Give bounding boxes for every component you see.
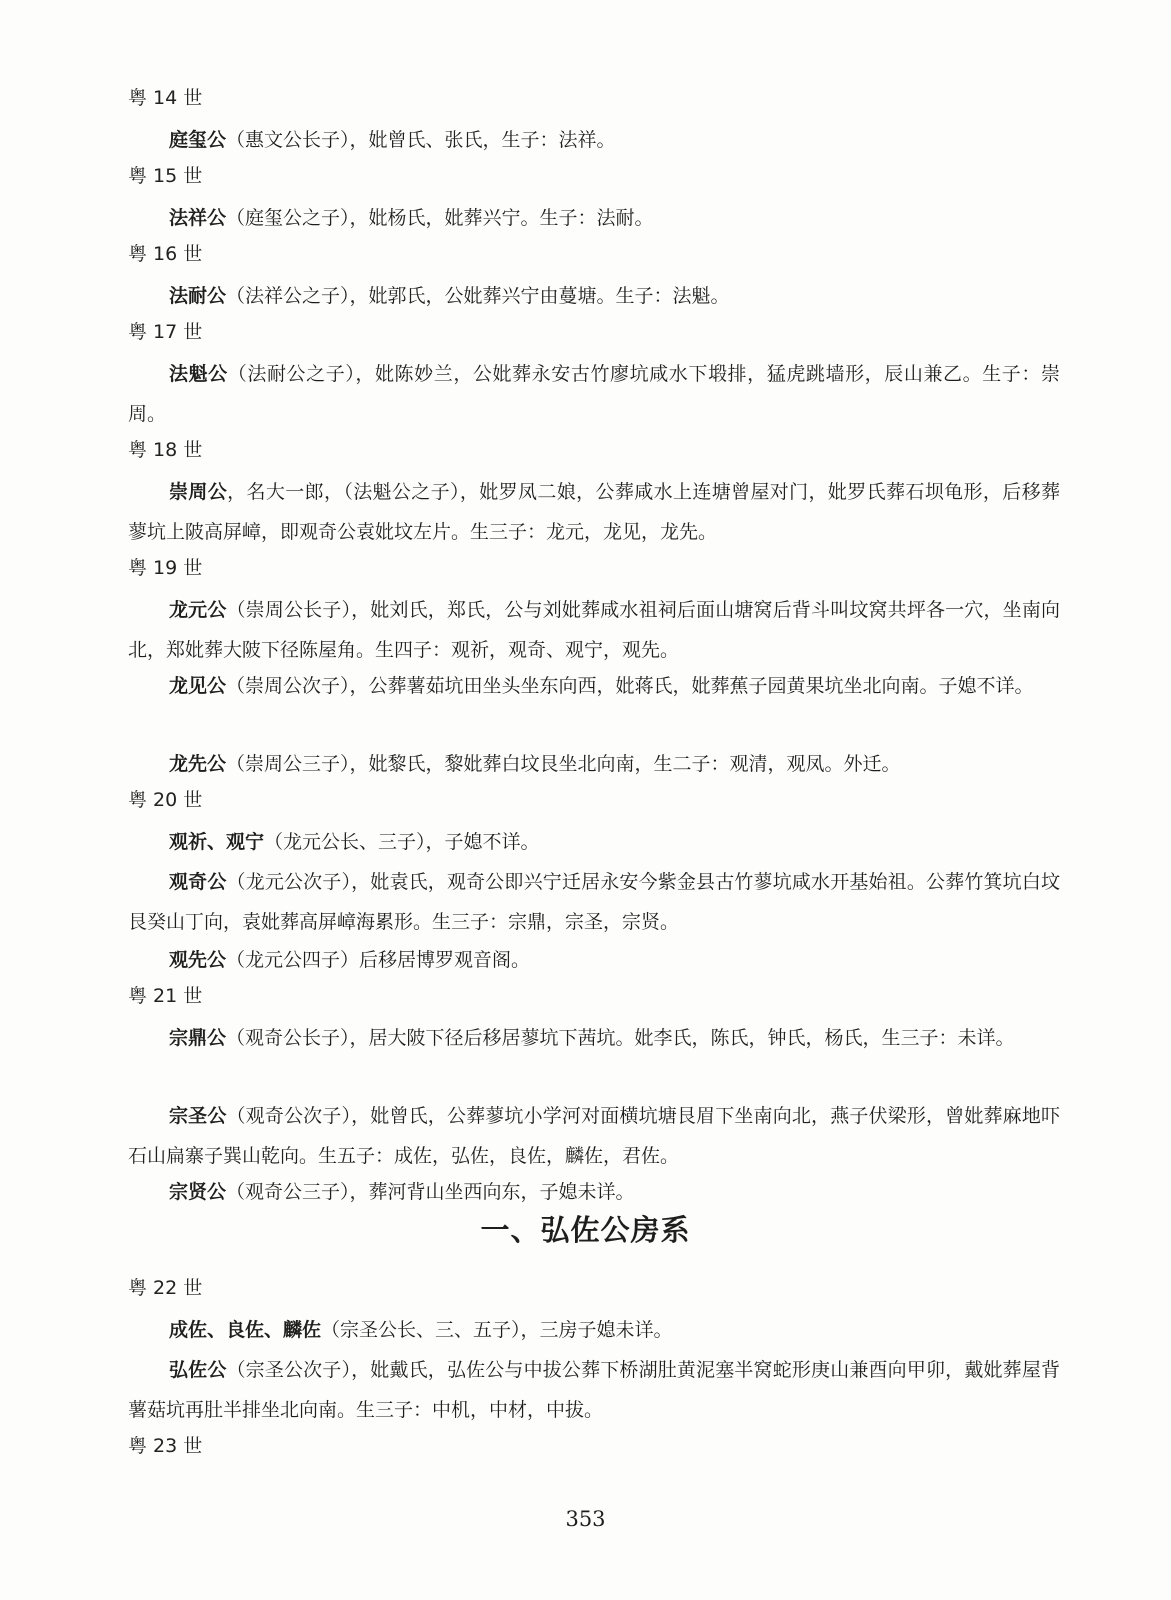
generation-heading: 粤 19 世 bbox=[128, 557, 203, 579]
ancestor-name: 宗贤公 bbox=[169, 1181, 227, 1203]
generation-heading: 粤 16 世 bbox=[128, 243, 203, 265]
entry-text: （庭玺公之子），妣杨氏，妣葬兴宁。生子：法耐。 bbox=[226, 207, 654, 229]
entry-text: （崇周公三子），妣黎氏，黎妣葬白坟艮坐北向南，生二子：观清，观凤。外迁。 bbox=[226, 753, 901, 775]
ancestor-name: 龙先公 bbox=[169, 753, 227, 775]
ancestor-name: 龙元公 bbox=[169, 599, 227, 621]
entry-text: （宗圣公长、三、五子），三房子媳未详。 bbox=[321, 1319, 673, 1341]
entry-text: （龙元公长、三子），子媳不详。 bbox=[264, 831, 540, 853]
generation-heading: 粤 22 世 bbox=[128, 1277, 203, 1299]
entry-text: （法耐公之子），妣陈妙兰，公妣葬永安古竹廖坑咸水下塅排，猛虎跳墙形，辰山兼乙。生子：崇周。 bbox=[128, 363, 1060, 425]
entry-text: （观奇公次子），妣曾氏，公葬蓼坑小学河对面横坑塘艮眉下坐南向北，燕子伏梁形，曾妣葬麻地吓石山扁寨子巽山乾向。生五子：成佐，弘佐，良佐，麟佐，君佐。 bbox=[128, 1105, 1060, 1167]
ancestor-name: 宗圣公 bbox=[169, 1105, 227, 1127]
entry-text: （龙元公次子），妣袁氏，观奇公即兴宁迁居永安今紫金县古竹蓼坑咸水开基始祖。公葬竹箕坑白坟艮癸山丁向，袁妣葬高屏嶂海累形。生三子：宗鼎，宗圣，宗贤。 bbox=[128, 871, 1060, 933]
ancestor-name: 弘佐公 bbox=[169, 1359, 227, 1381]
generation-heading: 粤 21 世 bbox=[128, 985, 203, 1007]
entry-text: （宗圣公次子），妣戴氏，弘佐公与中拔公葬下桥湖肚黄泥塞半窝蛇形庚山兼酉向甲卯，戴妣葬屋背薯菇坑再肚半排坐北向南。生三子：中机，中材，中拔。 bbox=[128, 1359, 1060, 1421]
entry-text: （崇周公次子），公葬薯茹坑田坐头坐东向西，妣蒋氏，妣葬蕉子园黄果坑坐北向南。子媳不详。 bbox=[226, 675, 1034, 697]
genealogy-entry bbox=[128, 276, 1060, 316]
genealogy-entry bbox=[128, 862, 1060, 942]
entry-text: （崇周公长子），妣刘氏，郑氏，公与刘妣葬咸水祖祠后面山塘窝后背斗叫坟窝共坪各一穴，坐南向北，郑妣葬大陂下径陈屋角。生四子：观祈，观奇、观宁，观先。 bbox=[128, 599, 1060, 661]
page-number: 353 bbox=[565, 1507, 606, 1531]
entry-text: （惠文公长子），妣曾氏、张氏，生子：法祥。 bbox=[226, 129, 616, 151]
genealogy-entry bbox=[128, 822, 1060, 862]
genealogy-entry bbox=[128, 120, 1060, 160]
generation-heading: 粤 23 世 bbox=[128, 1435, 203, 1457]
entry-text: （龙元公四子）后移居博罗观音阁。 bbox=[226, 949, 531, 971]
ancestor-name: 法耐公 bbox=[169, 285, 227, 307]
entry-text: （观奇公三子），葬河背山坐西向东，子媳未详。 bbox=[226, 1181, 635, 1203]
entry-text: （观奇公长子），居大陂下径后移居蓼坑下茜坑。妣李氏，陈氏，钟氏，杨氏，生三子：未详。 bbox=[226, 1027, 1015, 1049]
genealogy-entry bbox=[128, 1310, 1060, 1350]
genealogy-entry bbox=[128, 1172, 1060, 1212]
genealogy-entry bbox=[128, 354, 1060, 434]
ancestor-name: 崇周公 bbox=[169, 481, 228, 503]
generation-heading: 粤 17 世 bbox=[128, 321, 203, 343]
genealogy-entry bbox=[128, 940, 1060, 980]
genealogy-entry bbox=[128, 1096, 1060, 1176]
section-heading: 一、弘佐公房系 bbox=[480, 1213, 691, 1247]
generation-heading: 粤 15 世 bbox=[128, 165, 203, 187]
ancestor-name: 庭玺公 bbox=[169, 129, 227, 151]
ancestor-name: 法祥公 bbox=[169, 207, 227, 229]
genealogy-entry bbox=[128, 590, 1060, 670]
ancestor-name: 观先公 bbox=[169, 949, 227, 971]
entry-text: （法祥公之子），妣郭氏，公妣葬兴宁由蔓塘。生子：法魁。 bbox=[226, 285, 730, 307]
genealogy-entry bbox=[128, 744, 1060, 784]
genealogy-entry bbox=[128, 1350, 1060, 1430]
ancestor-name: 成佐、良佐、麟佐 bbox=[169, 1319, 322, 1341]
ancestor-name: 观祈、观宁 bbox=[169, 831, 265, 853]
genealogy-entry bbox=[128, 1018, 1060, 1058]
ancestor-name: 法魁公 bbox=[169, 363, 228, 385]
ancestor-name: 龙见公 bbox=[169, 675, 227, 697]
generation-heading: 粤 14 世 bbox=[128, 87, 203, 109]
genealogy-entry bbox=[128, 198, 1060, 238]
ancestor-name: 观奇公 bbox=[169, 871, 227, 893]
ancestor-name: 宗鼎公 bbox=[169, 1027, 227, 1049]
entry-text: ，名大一郎，（法魁公之子），妣罗凤二娘，公葬咸水上连塘曾屋对门，妣罗氏葬石坝龟形，后移葬蓼坑上陂高屏嶂，即观奇公袁妣坟左片。生三子：龙元，龙见，龙先。 bbox=[128, 481, 1060, 543]
genealogy-entry bbox=[128, 666, 1060, 706]
genealogy-entry bbox=[128, 472, 1060, 552]
generation-heading: 粤 20 世 bbox=[128, 789, 203, 811]
generation-heading: 粤 18 世 bbox=[128, 439, 203, 461]
